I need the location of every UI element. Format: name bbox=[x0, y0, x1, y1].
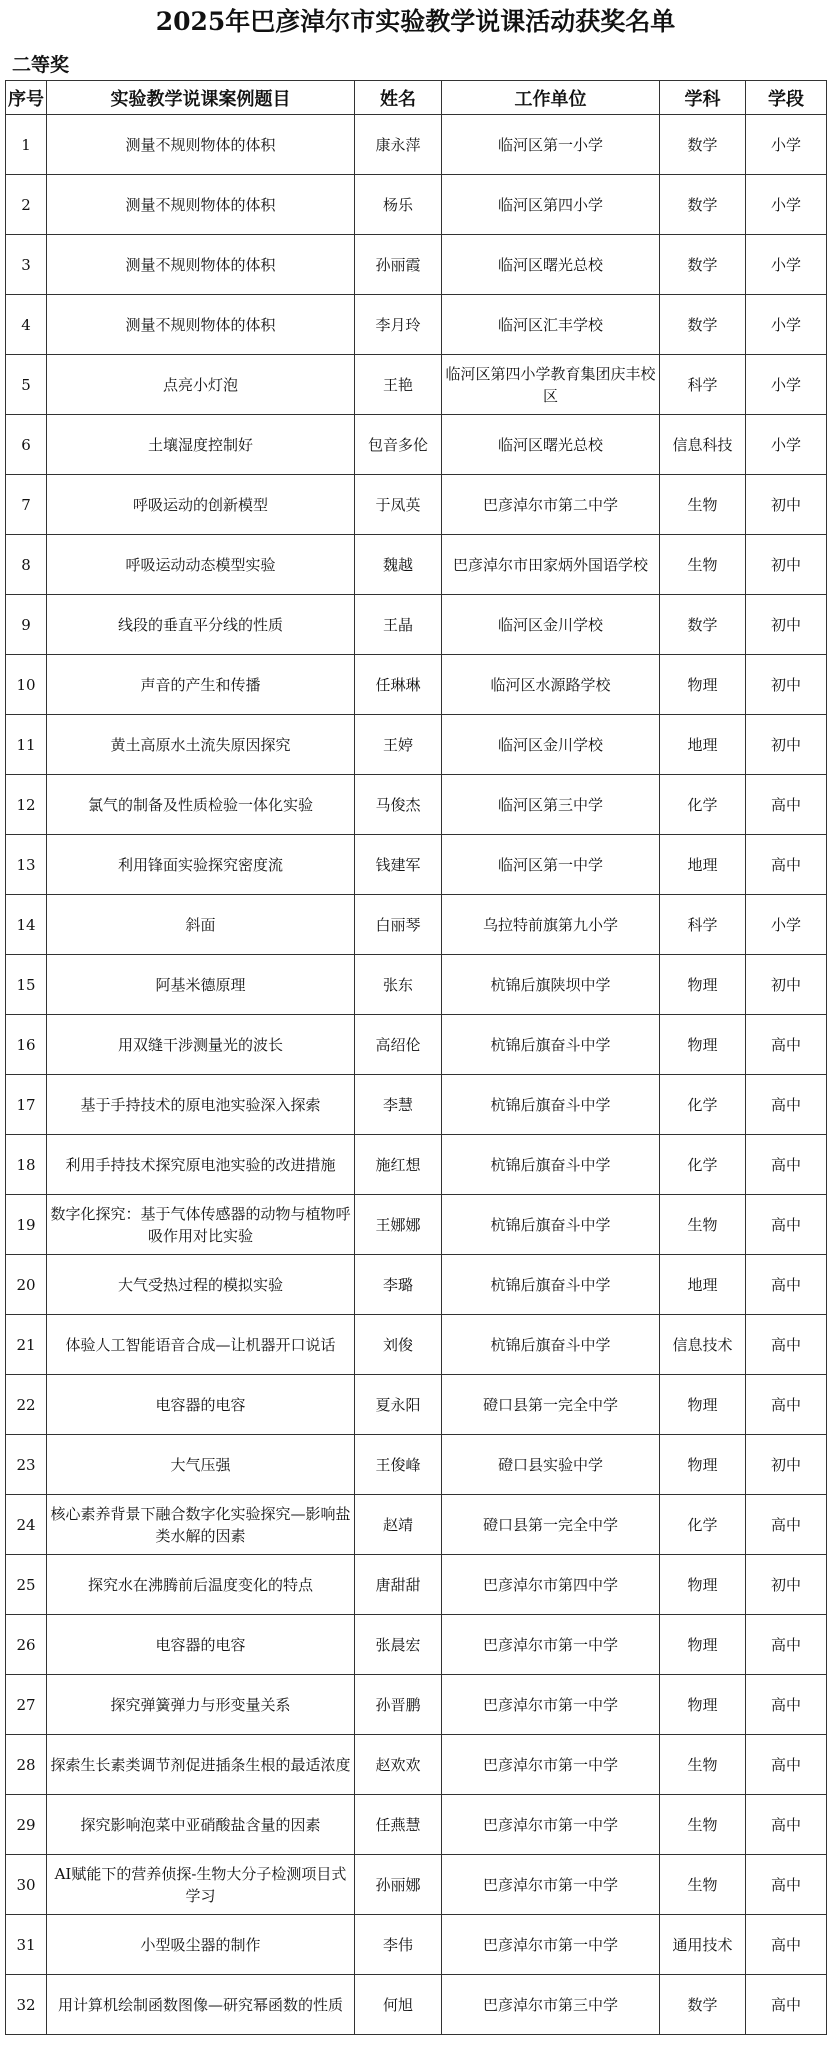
cell-unit: 临河区曙光总校 bbox=[442, 415, 660, 475]
cell-unit: 临河区汇丰学校 bbox=[442, 295, 660, 355]
cell-unit: 临河区金川学校 bbox=[442, 715, 660, 775]
cell-index: 32 bbox=[6, 1975, 47, 2035]
cell-topic: AI赋能下的营养侦探-生物大分子检测项目式学习 bbox=[47, 1855, 355, 1915]
cell-topic: 用双缝干涉测量光的波长 bbox=[47, 1015, 355, 1075]
cell-stage: 小学 bbox=[746, 295, 827, 355]
cell-topic: 土壤湿度控制好 bbox=[47, 415, 355, 475]
cell-topic: 利用锋面实验探究密度流 bbox=[47, 835, 355, 895]
cell-name: 康永萍 bbox=[355, 115, 442, 175]
cell-topic: 探究影响泡菜中亚硝酸盐含量的因素 bbox=[47, 1795, 355, 1855]
header-unit: 工作单位 bbox=[442, 81, 660, 115]
cell-unit: 巴彦淖尔市第一中学 bbox=[442, 1855, 660, 1915]
cell-index: 17 bbox=[6, 1075, 47, 1135]
cell-index: 9 bbox=[6, 595, 47, 655]
cell-name: 李伟 bbox=[355, 1915, 442, 1975]
cell-stage: 小学 bbox=[746, 895, 827, 955]
cell-name: 张东 bbox=[355, 955, 442, 1015]
cell-subject: 物理 bbox=[660, 955, 746, 1015]
table-row bbox=[6, 1075, 827, 1135]
cell-name: 施红想 bbox=[355, 1135, 442, 1195]
cell-stage: 初中 bbox=[746, 1435, 827, 1495]
cell-stage: 小学 bbox=[746, 415, 827, 475]
cell-unit: 巴彦淖尔市第三中学 bbox=[442, 1975, 660, 2035]
cell-index: 14 bbox=[6, 895, 47, 955]
cell-unit: 乌拉特前旗第九小学 bbox=[442, 895, 660, 955]
cell-subject: 物理 bbox=[660, 1555, 746, 1615]
cell-topic: 大气压强 bbox=[47, 1435, 355, 1495]
cell-stage: 初中 bbox=[746, 475, 827, 535]
table-row bbox=[6, 1675, 827, 1735]
cell-topic: 电容器的电容 bbox=[47, 1375, 355, 1435]
cell-stage: 高中 bbox=[746, 1315, 827, 1375]
cell-unit: 临河区第一中学 bbox=[442, 835, 660, 895]
cell-unit: 巴彦淖尔市第一中学 bbox=[442, 1615, 660, 1675]
cell-name: 孙丽娜 bbox=[355, 1855, 442, 1915]
header-index: 序号 bbox=[6, 81, 47, 115]
cell-name: 张晨宏 bbox=[355, 1615, 442, 1675]
cell-stage: 小学 bbox=[746, 175, 827, 235]
table-row bbox=[6, 1555, 827, 1615]
cell-stage: 高中 bbox=[746, 1795, 827, 1855]
cell-index: 21 bbox=[6, 1315, 47, 1375]
cell-unit: 巴彦淖尔市第一中学 bbox=[442, 1795, 660, 1855]
cell-subject: 数学 bbox=[660, 295, 746, 355]
award-level-label: 二等奖 bbox=[12, 54, 70, 76]
cell-stage: 高中 bbox=[746, 1135, 827, 1195]
table-body bbox=[6, 115, 827, 2035]
cell-index: 28 bbox=[6, 1735, 47, 1795]
cell-index: 29 bbox=[6, 1795, 47, 1855]
table-row bbox=[6, 1735, 827, 1795]
cell-topic: 声音的产生和传播 bbox=[47, 655, 355, 715]
cell-stage: 高中 bbox=[746, 1195, 827, 1255]
cell-subject: 化学 bbox=[660, 1075, 746, 1135]
cell-subject: 地理 bbox=[660, 835, 746, 895]
cell-index: 23 bbox=[6, 1435, 47, 1495]
table-row bbox=[6, 475, 827, 535]
cell-name: 唐甜甜 bbox=[355, 1555, 442, 1615]
cell-unit: 杭锦后旗奋斗中学 bbox=[442, 1315, 660, 1375]
table-row bbox=[6, 535, 827, 595]
cell-topic: 点亮小灯泡 bbox=[47, 355, 355, 415]
cell-topic: 基于手持技术的原电池实验深入探索 bbox=[47, 1075, 355, 1135]
cell-index: 7 bbox=[6, 475, 47, 535]
cell-unit: 巴彦淖尔市田家炳外国语学校 bbox=[442, 535, 660, 595]
cell-name: 李月玲 bbox=[355, 295, 442, 355]
cell-topic: 氯气的制备及性质检验一体化实验 bbox=[47, 775, 355, 835]
cell-name: 王俊峰 bbox=[355, 1435, 442, 1495]
cell-stage: 高中 bbox=[746, 835, 827, 895]
cell-stage: 高中 bbox=[746, 1375, 827, 1435]
cell-stage: 小学 bbox=[746, 235, 827, 295]
cell-index: 24 bbox=[6, 1495, 47, 1555]
table-row bbox=[6, 1375, 827, 1435]
cell-unit: 巴彦淖尔市第一中学 bbox=[442, 1735, 660, 1795]
cell-stage: 高中 bbox=[746, 775, 827, 835]
table-row bbox=[6, 595, 827, 655]
cell-name: 任琳琳 bbox=[355, 655, 442, 715]
table-row bbox=[6, 1915, 827, 1975]
cell-stage: 初中 bbox=[746, 535, 827, 595]
cell-stage: 高中 bbox=[746, 1075, 827, 1135]
cell-index: 8 bbox=[6, 535, 47, 595]
table-row bbox=[6, 1195, 827, 1255]
cell-index: 4 bbox=[6, 295, 47, 355]
cell-stage: 小学 bbox=[746, 355, 827, 415]
cell-unit: 巴彦淖尔市第二中学 bbox=[442, 475, 660, 535]
cell-subject: 通用技术 bbox=[660, 1915, 746, 1975]
cell-index: 31 bbox=[6, 1915, 47, 1975]
cell-subject: 物理 bbox=[660, 655, 746, 715]
cell-index: 15 bbox=[6, 955, 47, 1015]
cell-name: 高绍伦 bbox=[355, 1015, 442, 1075]
cell-name: 任燕慧 bbox=[355, 1795, 442, 1855]
cell-unit: 临河区水源路学校 bbox=[442, 655, 660, 715]
cell-topic: 探究水在沸腾前后温度变化的特点 bbox=[47, 1555, 355, 1615]
cell-subject: 信息技术 bbox=[660, 1315, 746, 1375]
table-row bbox=[6, 835, 827, 895]
cell-stage: 高中 bbox=[746, 1915, 827, 1975]
award-table bbox=[5, 80, 827, 2035]
cell-topic: 探索生长素类调节剂促进插条生根的最适浓度 bbox=[47, 1735, 355, 1795]
cell-subject: 数学 bbox=[660, 235, 746, 295]
cell-name: 王婷 bbox=[355, 715, 442, 775]
cell-topic: 测量不规则物体的体积 bbox=[47, 115, 355, 175]
header-name: 姓名 bbox=[355, 81, 442, 115]
table-row bbox=[6, 955, 827, 1015]
table-row bbox=[6, 775, 827, 835]
cell-subject: 物理 bbox=[660, 1375, 746, 1435]
header-stage: 学段 bbox=[746, 81, 827, 115]
cell-subject: 数学 bbox=[660, 1975, 746, 2035]
cell-unit: 临河区第四小学教育集团庆丰校区 bbox=[442, 355, 660, 415]
cell-unit: 杭锦后旗奋斗中学 bbox=[442, 1015, 660, 1075]
cell-unit: 巴彦淖尔市第四中学 bbox=[442, 1555, 660, 1615]
cell-index: 26 bbox=[6, 1615, 47, 1675]
header-topic: 实验教学说课案例题目 bbox=[47, 81, 355, 115]
cell-unit: 杭锦后旗奋斗中学 bbox=[442, 1255, 660, 1315]
table-row bbox=[6, 1015, 827, 1075]
cell-index: 22 bbox=[6, 1375, 47, 1435]
cell-index: 10 bbox=[6, 655, 47, 715]
cell-subject: 地理 bbox=[660, 715, 746, 775]
cell-unit: 巴彦淖尔市第一中学 bbox=[442, 1675, 660, 1735]
cell-index: 30 bbox=[6, 1855, 47, 1915]
cell-topic: 斜面 bbox=[47, 895, 355, 955]
table-row bbox=[6, 355, 827, 415]
table-row bbox=[6, 1315, 827, 1375]
table-row bbox=[6, 115, 827, 175]
cell-topic: 测量不规则物体的体积 bbox=[47, 235, 355, 295]
cell-unit: 临河区第三中学 bbox=[442, 775, 660, 835]
cell-name: 赵靖 bbox=[355, 1495, 442, 1555]
table-row bbox=[6, 1795, 827, 1855]
table-row bbox=[6, 1855, 827, 1915]
cell-stage: 高中 bbox=[746, 1495, 827, 1555]
cell-subject: 科学 bbox=[660, 355, 746, 415]
table-row bbox=[6, 415, 827, 475]
cell-name: 王晶 bbox=[355, 595, 442, 655]
table-header-row bbox=[6, 81, 827, 115]
document-title: 2025年巴彦淖尔市实验教学说课活动获奖名单 bbox=[155, 7, 676, 36]
cell-unit: 杭锦后旗陕坝中学 bbox=[442, 955, 660, 1015]
cell-topic: 利用手持技术探究原电池实验的改进措施 bbox=[47, 1135, 355, 1195]
cell-name: 王艳 bbox=[355, 355, 442, 415]
cell-subject: 物理 bbox=[660, 1015, 746, 1075]
cell-index: 6 bbox=[6, 415, 47, 475]
cell-index: 16 bbox=[6, 1015, 47, 1075]
cell-stage: 高中 bbox=[746, 1855, 827, 1915]
cell-topic: 呼吸运动的创新模型 bbox=[47, 475, 355, 535]
cell-topic: 电容器的电容 bbox=[47, 1615, 355, 1675]
cell-index: 20 bbox=[6, 1255, 47, 1315]
cell-stage: 高中 bbox=[746, 1255, 827, 1315]
cell-subject: 物理 bbox=[660, 1615, 746, 1675]
cell-stage: 初中 bbox=[746, 955, 827, 1015]
cell-name: 夏永阳 bbox=[355, 1375, 442, 1435]
cell-unit: 巴彦淖尔市第一中学 bbox=[442, 1915, 660, 1975]
table-row bbox=[6, 1255, 827, 1315]
cell-subject: 地理 bbox=[660, 1255, 746, 1315]
cell-name: 于凤英 bbox=[355, 475, 442, 535]
cell-name: 白丽琴 bbox=[355, 895, 442, 955]
cell-unit: 磴口县第一完全中学 bbox=[442, 1495, 660, 1555]
cell-name: 包音多伦 bbox=[355, 415, 442, 475]
cell-unit: 临河区第四小学 bbox=[442, 175, 660, 235]
cell-unit: 杭锦后旗奋斗中学 bbox=[442, 1135, 660, 1195]
cell-topic: 数字化探究：基于气体传感器的动物与植物呼吸作用对比实验 bbox=[47, 1195, 355, 1255]
cell-index: 25 bbox=[6, 1555, 47, 1615]
cell-name: 孙丽霞 bbox=[355, 235, 442, 295]
table-row bbox=[6, 295, 827, 355]
cell-stage: 初中 bbox=[746, 1555, 827, 1615]
cell-stage: 初中 bbox=[746, 715, 827, 775]
cell-subject: 数学 bbox=[660, 115, 746, 175]
cell-index: 11 bbox=[6, 715, 47, 775]
cell-topic: 体验人工智能语音合成—让机器开口说话 bbox=[47, 1315, 355, 1375]
cell-subject: 生物 bbox=[660, 475, 746, 535]
cell-subject: 化学 bbox=[660, 775, 746, 835]
cell-subject: 化学 bbox=[660, 1135, 746, 1195]
cell-subject: 数学 bbox=[660, 175, 746, 235]
cell-subject: 生物 bbox=[660, 1195, 746, 1255]
table-row bbox=[6, 1975, 827, 2035]
table-row bbox=[6, 235, 827, 295]
table-row bbox=[6, 715, 827, 775]
cell-name: 刘俊 bbox=[355, 1315, 442, 1375]
cell-name: 赵欢欢 bbox=[355, 1735, 442, 1795]
cell-name: 李璐 bbox=[355, 1255, 442, 1315]
cell-unit: 杭锦后旗奋斗中学 bbox=[442, 1195, 660, 1255]
cell-topic: 探究弹簧弹力与形变量关系 bbox=[47, 1675, 355, 1735]
cell-topic: 小型吸尘器的制作 bbox=[47, 1915, 355, 1975]
header-subject: 学科 bbox=[660, 81, 746, 115]
cell-topic: 呼吸运动动态模型实验 bbox=[47, 535, 355, 595]
table-row bbox=[6, 655, 827, 715]
cell-name: 杨乐 bbox=[355, 175, 442, 235]
cell-index: 12 bbox=[6, 775, 47, 835]
cell-stage: 高中 bbox=[746, 1975, 827, 2035]
cell-topic: 线段的垂直平分线的性质 bbox=[47, 595, 355, 655]
cell-topic: 核心素养背景下融合数字化实验探究—影响盐类水解的因素 bbox=[47, 1495, 355, 1555]
cell-unit: 临河区第一小学 bbox=[442, 115, 660, 175]
table-row bbox=[6, 1435, 827, 1495]
cell-name: 王娜娜 bbox=[355, 1195, 442, 1255]
cell-stage: 初中 bbox=[746, 655, 827, 715]
cell-topic: 黄土高原水土流失原因探究 bbox=[47, 715, 355, 775]
cell-topic: 大气受热过程的模拟实验 bbox=[47, 1255, 355, 1315]
cell-index: 13 bbox=[6, 835, 47, 895]
cell-unit: 杭锦后旗奋斗中学 bbox=[442, 1075, 660, 1135]
cell-stage: 小学 bbox=[746, 115, 827, 175]
cell-topic: 测量不规则物体的体积 bbox=[47, 175, 355, 235]
cell-index: 2 bbox=[6, 175, 47, 235]
cell-subject: 物理 bbox=[660, 1435, 746, 1495]
cell-subject: 化学 bbox=[660, 1495, 746, 1555]
table-row bbox=[6, 175, 827, 235]
cell-topic: 阿基米德原理 bbox=[47, 955, 355, 1015]
cell-unit: 磴口县实验中学 bbox=[442, 1435, 660, 1495]
cell-subject: 科学 bbox=[660, 895, 746, 955]
cell-unit: 临河区曙光总校 bbox=[442, 235, 660, 295]
table-row bbox=[6, 1615, 827, 1675]
cell-name: 李慧 bbox=[355, 1075, 442, 1135]
cell-subject: 生物 bbox=[660, 1735, 746, 1795]
table-row bbox=[6, 1495, 827, 1555]
cell-subject: 生物 bbox=[660, 1855, 746, 1915]
cell-unit: 磴口县第一完全中学 bbox=[442, 1375, 660, 1435]
cell-name: 何旭 bbox=[355, 1975, 442, 2035]
cell-stage: 高中 bbox=[746, 1015, 827, 1075]
cell-index: 3 bbox=[6, 235, 47, 295]
cell-stage: 初中 bbox=[746, 595, 827, 655]
cell-subject: 生物 bbox=[660, 1795, 746, 1855]
cell-index: 18 bbox=[6, 1135, 47, 1195]
cell-name: 马俊杰 bbox=[355, 775, 442, 835]
cell-subject: 信息科技 bbox=[660, 415, 746, 475]
table-row bbox=[6, 1135, 827, 1195]
table-row bbox=[6, 895, 827, 955]
cell-stage: 高中 bbox=[746, 1675, 827, 1735]
cell-topic: 测量不规则物体的体积 bbox=[47, 295, 355, 355]
cell-index: 27 bbox=[6, 1675, 47, 1735]
cell-stage: 高中 bbox=[746, 1735, 827, 1795]
cell-subject: 数学 bbox=[660, 595, 746, 655]
cell-index: 5 bbox=[6, 355, 47, 415]
cell-topic: 用计算机绘制函数图像—研究幂函数的性质 bbox=[47, 1975, 355, 2035]
cell-unit: 临河区金川学校 bbox=[442, 595, 660, 655]
cell-name: 钱建军 bbox=[355, 835, 442, 895]
cell-index: 1 bbox=[6, 115, 47, 175]
cell-subject: 物理 bbox=[660, 1675, 746, 1735]
cell-index: 19 bbox=[6, 1195, 47, 1255]
cell-name: 孙晋鹏 bbox=[355, 1675, 442, 1735]
cell-name: 魏越 bbox=[355, 535, 442, 595]
cell-stage: 高中 bbox=[746, 1615, 827, 1675]
cell-subject: 生物 bbox=[660, 535, 746, 595]
